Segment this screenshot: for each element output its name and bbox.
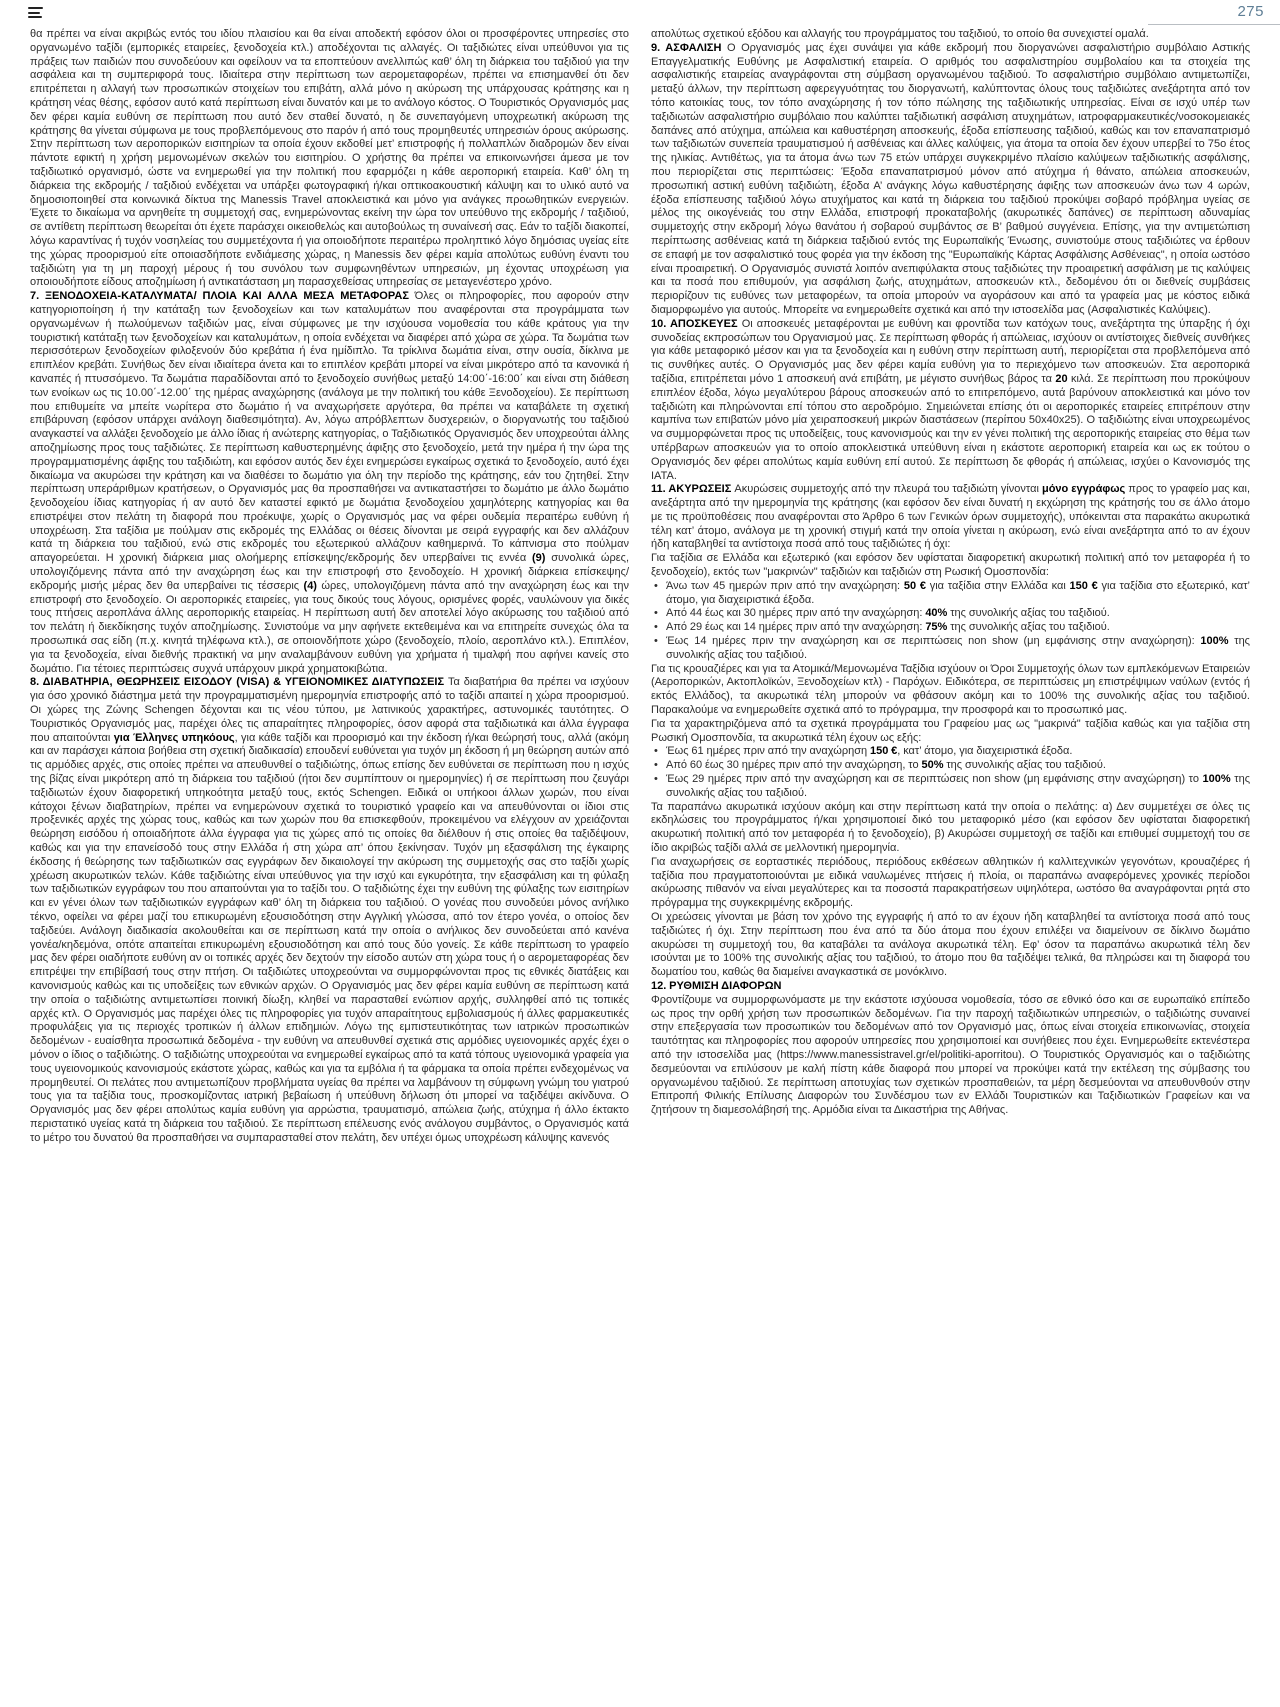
bold-text-run: 10. ΑΠΟΣΚΕΥΕΣ <box>651 317 742 330</box>
bullet-item <box>651 621 1250 635</box>
left-column <box>30 28 629 1707</box>
bold-text-run: 50 € <box>903 579 926 592</box>
text-run: Από 60 έως 30 ημέρες πριν από την αναχώρηση, το <box>666 759 922 772</box>
paragraph <box>651 801 1250 856</box>
bold-text-run: 11. ΑΚΥΡΩΣΕΙΣ <box>651 483 735 496</box>
paragraph <box>651 980 1250 994</box>
paragraph <box>651 856 1250 911</box>
text-run: Ο Οργανισμός μας έχει συνάψει για κάθε εκδρομή που διοργανώνει ασφαλιστήριο συμβόλαιο Αστικής Επαγγελματικής Ευθύνης με Ασφαλιστική εταιρεία. Ο αριθμός του ασφαλιστηρίου συμβολαίου και τα στοιχεία της ασφαλιστικής εταιρείας αναγράφονται στη σύμβαση οργανωμένου ταξιδιού. Το ασφαλιστήριο συμβόλαιο αντιμετωπίζει, μεταξύ άλλων, την περίπτωση αφερεγγυότητας του διοργανωτή, καλύπτοντας όλους τους ταξιδιώτες ανεξάρτητα από τον τόπο κατοικίας τους, τον τόπο αναχώρησης ή τον τόπο πώλησης της ταξιδιωτικής υπηρεσίας. Είναι σε ισχύ υπέρ των ταξιδιωτών ασφαλιστήριο συμβόλαιο που καλύπτει ταξιδιωτική ασφάλιση ατυχημάτων, ιατροφαρμακευτικές/νοσοκομειακές δαπάνες από ατύχημα, απώλεια και καθυστέρηση αποσκευής, έξοδα επίσπευσης ταξιδιού, καθώς και τον επαναπατρισμό των ταξιδιωτών συνεπεία τραυματισμού ή ασθένειας και άλλες καλύψεις, για άτομα τα οποία δεν έχουν υπερβεί το 75ο έτος της ηλικίας. Αντιθέτως, για τα άτομα άνω των 75 ετών υπάρχει συγκεκριμένο πλαίσιο καλύψεων ταξιδιωτικής ασφάλισης, που περιορίζεται στις περιπτώσεις: Έξοδα επαναπατρισμού μόνον από ατύχημα ή θάνατο, απώλεια αποσκευών, προσωπική αστική ευθύνη ταξιδιώτη, έξοδα Α’ ανάγκης λόγω καθυστέρησης άφιξης των αποσκευών άνω των 4 ωρών, έξοδα επίσπευσης ταξιδιού λόγω ατυχήματος και κατά τη διάρκεια του ταξιδιού προκύψει σοβαρό πρόβλημα υγείας σε μέλος της οικογένειάς του στην Ελλάδα, επιστροφή προκαταβολής (ακυρωτικές δαπάνες) σε περίπτωση αδυναμίας συμμετοχής στην εκδρομή λόγω θανάτου ή σοβαρού συμβάντος σε Β’ βαθμού συγγένεια. Επίσης, για την αντιμετώπιση περίπτωσης ασθένειας κατά τη διάρκεια ταξιδιού εντός της Ευρωπαϊκής Ένωσης, συνιστούμε στους ταξιδιώτες να έρθουν σε επαφή με τον ασφαλιστικό τους φορέα για την έκδοση της "Ευρωπαϊκής Κάρτας Ασφάλισης Ασθένειας", η οποία ωστόσο είναι προαιρετική. Ο Οργανισμός συνιστά λοιπόν ανεπιφύλακτα στους ταξιδιώτες την προαιρετική ασφάλιση με τις καλύψεις και τα ποσά που επιθυμούν, για ασφάλιση ζωής, ατυχημάτων, αποσκευών κτλ., δεδομένου ότι οι διεθνείς συμβάσεις περιορίζουν τις ευθύνες των μεταφορέων, τα οποία μπορούν να αγοράσουν και από τα γραφεία μας με κόστος ειδικά διαμορφωμένο για αυτούς. Μπορείτε να ενημερωθείτε σχετικά και από την ιστοσελίδα μας (Ασφαλιστικές Καλύψεις). <box>651 41 1250 316</box>
text-run: Για ταξίδια σε Ελλάδα και εξωτερικό (και εφόσον δεν υφίσταται διαφορετική ακυρωτική πολιτική από τον μεταφορέα ή το ξενοδοχείο), εκτός των "μακρινών" ταξιδιών και ταξιδιών στη Ρωσική Ομοσπονδία: <box>651 552 1250 579</box>
paragraph <box>651 663 1250 718</box>
text-run: Οι αποσκευές μεταφέρονται με ευθύνη και φροντίδα των κατόχων τους, ανεξάρτητα της ύπαρξης ή όχι συνοδείας εκπροσώπων του Οργανισμού μας. Σε περίπτωση φθοράς ή απώλειας, ισχύουν οι αντίστοιχες διεθνείς συνθήκες για κάθε μεταφορικό μέσον και για τα ξενοδοχεία και η ευθύνη στην περίπτωση αυτή, περιορίζεται στα προβλεπόμενα από τις συνθήκες αυτές. Ο Οργανισμός μας δεν φέρει καμία ευθύνη για το περιεχόμενο των αποσκευών. Στα αεροπορικά ταξίδια, επιτρέπεται μόνο 1 αποσκευή ανά επιβάτη, με μέγιστο συνήθως βάρος τα <box>651 317 1251 385</box>
bold-text-run: 100% <box>1200 635 1229 648</box>
bullet-marker-icon: • <box>654 759 658 772</box>
right-column <box>651 28 1250 1707</box>
text-run: Ακυρώσεις συμμετοχής από την πλευρά του ταξιδιώτη γίνονται <box>734 483 1042 496</box>
text-run: Για αναχωρήσεις σε εορταστικές περιόδους, περιόδους εκθέσεων αθλητικών ή καλλιτεχνικών γεγονότων, κρουαζιέρες ή ταξίδια που πραγματοποιούνται με ειδικά ναυλωμένες πτήσεις ή πλοία, οι παραπάνω αναφερόμενες χρονικές περίοδοι ακύρωσης πιθανόν να είναι μεγαλύτερες και τα ποσοστά παρακρατήσεων υψηλότερα, ωστόσο θα αναγράφονται ρητά στο πρόγραμμα της συγκεκριμένης εκδρομής. <box>651 855 1250 910</box>
text-run: Από 29 έως και 14 ημέρες πριν από την αναχώρηση: <box>666 621 926 634</box>
text-run: Όλες οι πληροφορίες, που αφορούν στην κατηγοριοποίηση ή την κατάταξη των ξενοδοχείων και των καταλυμάτων που αναφέρονται στα προγράμματα των οργανωμένων ή πωλούμενων ταξιδιών μας, είναι σύμφωνες με την ισχύουσα νομοθεσία του κάθε κράτους για την τουριστική κατάταξη των ξενοδοχείων και καταλυμάτων, η οποία ενδέχεται να διαφέρει από χώρα σε χώρα. Τα δωμάτια των περισσότερων ξενοδοχείων φιλοξενούν δύο κρεβάτια ή ένα ημίδιπλο. Τα τρίκλινα δωμάτια είναι, στην ουσία, δίκλινα με επιπλέον κρεβάτι. Συνήθως δεν είναι ιδιαίτερα άνετα και το επιπλέον κρεβάτι μπορεί να είναι μικρότερο από τα κανονικά ή καναπές ή πτυσσόμενο. Τα δωμάτια παραδίδονται από το ξενοδοχείο συνήθως μεταξύ 14:00΄-16:00΄ και είναι στη διάθεση των ενοίκων ως τις 10.00΄-12.00΄ της ημέρας αναχώρησης (ανάλογα με την πολιτική του κάθε Ξενοδοχείου). Σε περίπτωση που επιθυμείτε να μπείτε νωρίτερα στο δωμάτιο ή να αναχωρήσετε αργότερα, θα πρέπει να καταβάλετε τη σχετική επιβάρυνση (εφόσον υπάρχει ανάλογη διαθεσιμότητα). Αν, λόγω απρόβλεπτων δυσχερειών, ο διοργανωτής του ταξιδιού αναγκαστεί να αλλάξει ξενοδοχείο με άλλο ίδιας ή ανώτερης κατηγορίας, ο Ταξιδιωτικός Οργανισμός δεν υποχρεούται άλλης αποζημίωσης προς τους ταξιδιώτες. Σε περίπτωση καθυστερημένης άφιξης στο ξενοδοχείο, μετά την ημέρα ή την ώρα της προγραμματισμένης άφιξης του ταξιδιώτη, και εφόσον αυτός δεν έχει ενημερώσει εγκαίρως σχετικά το ξενοδοχείο, αυτό έχει δικαίωμα να ακυρώσει την κράτηση και να διαθέσει το δωμάτιο για όλη την περίοδο της κράτησης, εάν του ζητηθεί. Στην περίπτωση υπεράριθμων κρατήσεων, ο Οργανισμός μας θα προσπαθήσει να αντικαταστήσει το δωμάτιο με άλλο δωμάτιο ξενοδοχείου ίδιας κατηγορίας ή αν αυτό δεν καταστεί εφικτό με δωμάτια ξενοδοχείου χαμηλότερης κατηγορίας και θα επιστρέψει στον πελάτη τη διαφορά που προέκυψε, χωρίς ο Οργανισμός μας να φέρει ουδεμία περαιτέρω ευθύνη ή υποχρέωση. Στα ταξίδια με πούλμαν στις εκδρομές της Ελλάδας οι θέσεις δίνονται με σειρά εγγραφής και δεν αλλάζουν κατά τη διάρκεια του ταξιδιού, ενώ στις εκδρομές του εξωτερικού αλλάζουν καθημερινά. Το κάπνισμα στο πούλμαν απαγορεύεται. Η χρονική διάρκεια μιας ολοήμερης επίσκεψης/εκδρομής δεν υπερβαίνει τις εννέα <box>30 290 629 565</box>
page-number-rule <box>1148 24 1280 25</box>
text-run: Φροντίζουμε να συμμορφωνόμαστε με την εκάστοτε ισχύουσα νομοθεσία, τόσο σε εθνικό όσο και σε ευρωπαϊκό επίπεδο ως προς την ορθή χρήση των προσωπικών δεδομένων. Για την παροχή ταξιδιωτικών υπηρεσιών, ο ταξιδιώτης συναινεί στην επεξεργασία των προσωπικών του δεδομένων από τον Οργανισμό μας, όπως είναι στοιχεία επικοινωνίας, στοιχεία ταυτότητας και πληροφορίες που αφορούν υπηρεσίες που χρησιμοποιεί και συνήθειες που έχει. Ενημερωθείτε εκτενέστερα από την ιστοσελίδα μας (https://www.manessistravel.gr/el/politiki-aporritou). Ο Τουριστικός Οργανισμός και ο ταξιδιώτης δεσμεύονται να επιλύσουν με καλή πίστη κάθε διαφορά που μπορεί να προκύψει κατά την εκτέλεση της σύμβασης του οργανωμένου ταξιδιού. Σε περίπτωση αποτυχίας των σχετικών προσπαθειών, τα μέρη δεσμεύονται να απευθυνθούν στην Επιτροπή Φιλικής Επίλυσης Διαφορών του Συνδέσμου των εν Ελλάδι Τουριστικών και Ταξιδιωτικών Γραφείων και να ζητήσουν τη διαμεσολάβησή της. Αρμόδια είναι τα Δικαστήρια της Αθήνας. <box>651 993 1250 1117</box>
text-run: Για τις κρουαζιέρες και για τα Ατομικά/Μεμονωμένα Ταξίδια ισχύουν οι Όροι Συμμετοχής όλων των εμπλεκόμενων Εταιρειών (Αεροπορικών, Ακτοπλοϊκών, Ξενοδοχείων κτλ) - Παρόχων. Ειδικότερα, σε περιπτώσεις μη επιστρέψιμων ναύλων (εντός ή εκτός Ελλάδος), τα ακυρωτικά τέλη μπορούν να φθάσουν ακόμη και το 100% της συνολικής αξίας του ταξιδιού. Παρακαλούμε να ενημερωθείτε σχετικά από το πρόγραμμα, την προσφορά και το προσωπικό μας. <box>651 662 1250 717</box>
page-number: 275 <box>1237 3 1264 20</box>
text-run: για ταξίδια στο εξωτερικό, κατ’ άτομο, για διαχειριστικά έξοδα. <box>666 579 1251 606</box>
text-run: , κατ’ άτομο, για διαχειριστικά έξοδα. <box>897 745 1073 758</box>
text-run: της συνολικής αξίας του ταξιδιού. <box>666 773 1251 799</box>
paragraph <box>651 483 1250 552</box>
text-run: της συνολικής αξίας του ταξιδιού. <box>943 759 1106 772</box>
text-run: Έως 61 ημέρες πριν από την αναχώρηση <box>666 745 870 758</box>
text-run: συνολικά ώρες, υπολογιζόμενης πάντα από την αναχώρηση έως και την επιστροφή στο ξενοδοχείο. Η χρονική διάρκεια επίσκεψης/εκδρομής μισής μέρας δεν θα υπερβαίνει τις τέσσερις <box>30 552 630 592</box>
bullet-item <box>651 759 1250 773</box>
text-run: Από 44 έως και 30 ημέρες πριν από την αναχώρηση: <box>666 607 926 620</box>
bullet-item <box>651 607 1250 621</box>
paragraph <box>30 290 629 676</box>
text-run: Οι χρεώσεις γίνονται με βάση τον χρόνο της εγγραφής ή από το αν έχουν ήδη καταβληθεί τα αντίστοιχα ποσά από τους ταξιδιώτες ή όχι. Στην περίπτωση που ένα από τα δύο άτομα που έχουν επιλέξει να διαμείνουν σε δίκλινο δωμάτιο ακυρώσει τη συμμετοχή του, θα καταβάλει τα ανάλογα ακυρωτικά τέλη. Εφ’ όσον τα παραπάνω ακυρωτικά τέλη δεν ισούνται με το 100% της συνολικής αξίας του ταξιδιού, το άτομο που θα ταξιδέψει τελικά, θα πληρώσει και τη διαφορά του δωματίου του, καθώς θα διαμείνει αναγκαστικά σε μονόκλινο. <box>651 911 1250 979</box>
bold-text-run: (4) <box>303 579 317 592</box>
paragraph <box>651 28 1250 42</box>
bold-text-run: μόνο εγγράφως <box>1041 483 1126 496</box>
paragraph <box>651 42 1250 318</box>
paragraph <box>651 994 1250 1118</box>
bold-text-run: 150 € <box>1069 579 1098 592</box>
bullet-marker-icon: • <box>654 579 658 592</box>
paragraph <box>30 28 629 290</box>
bold-text-run: 8. ΔΙΑΒΑΤΗΡΙΑ, ΘΕΩΡΗΣΕΙΣ ΕΙΣΟΔΟΥ (VISA) & ΥΓΕΙΟΝΟΜΙΚΕΣ ΔΙΑΤΥΠΩΣΕΙΣ <box>30 676 448 689</box>
text-run: προς το γραφείο μας και, ανεξάρτητα από την ημερομηνία της κράτησης (και εφόσον δεν είναι δυνατή η εκχώρηση της κράτησής του σε άλλο άτομο με τις προϋποθέσεις που αναφέρονται στο Άρθρο 6 των Γενικών όρων συμμετοχής), υπόκεινται στα παρακάτω ακυρωτικά τέλη κατ’ άτομο, ανάλογα με τη χρονική στιγμή κατά την οποία γίνεται η ακύρωση, ενώ είναι ανεξάρτητα από το αν έχουν ήδη καταβληθεί τα αντίστοιχα ποσά από τους ταξιδιώτες ή όχι: <box>651 483 1251 551</box>
text-run: θα πρέπει να είναι ακριβώς εντός του ιδίου πλαισίου και θα είναι αποδεκτή εφόσον όλοι οι προσφέροντες υπηρεσίες στο οργανωμένο ταξίδι (εμπορικές εταιρείες, ξενοδοχεία κτλ.) αποδέχονται τις αλλαγές. Οι ταξιδιώτες είναι υπεύθυνοι για τις πράξεις των παιδιών που συνοδεύουν και οφείλουν να τα εποπτεύουν ανελλιπώς καθ’ όλη τη διάρκεια του ταξιδιού για την ασφάλεια και τη συμπεριφορά τους. Ιδιαίτερα στην περίπτωση των αερομεταφορέων, πρέπει να επισημανθεί ότι δεν επιτρέπεται η αλλαγή των προσωπικών στοιχείων του επιβάτη, αλλά μόνο η ακύρωση της υπάρχουσας κράτησης και η κράτηση νέας θέσης, εφόσον αυτό κατά περίπτωση είναι δυνατόν και με το ανάλογο κόστος. Ο Τουριστικός Οργανισμός μας δεν φέρει καμία ευθύνη σε περίπτωση που αυτό δεν σταθεί δυνατό, η δε συνεπαγόμενη υποχρεωτική ακύρωση της κράτησης θα γίνεται σύμφωνα με τους προβλεπόμενους στο παρόν ή από τους προμηθευτές υπηρεσιών όρους ακύρωσης. Στην περίπτωση των αεροπορικών εισιτηρίων τα οποία έχουν εκδοθεί μετ’ επιστροφής ή πολλαπλών διαδρομών δεν είναι πάντοτε εφικτή η χρήση μεμονωμένων σκελών του εισιτηρίου. Ο χρήστης θα πρέπει να επικοινωνήσει άμεσα με τον ταξιδιωτικό οργανισμό, ώστε να ενημερωθεί για την πολιτική που εφαρμόζει η κάθε αεροπορική εταιρεία. Καθ’ όλη τη διάρκεια της εκδρομής / ταξιδιού ενδέχεται να υπάρξει φωτογραφική ή/και οπτικοακουστική κάλυψη και το υλικό αυτό να δημοσιοποιηθεί στα κοινωνικά δίκτυα της Manessis Travel αποκλειστικά και μόνο για ανάγκες προωθητικών ενεργειών. Έχετε το δικαίωμα να αρνηθείτε τη συμμετοχή σας, ενημερώνοντας εκείνη την ώρα τον υπεύθυνο της εκδρομής / ταξιδιού, σε αντίθετη περίπτωση θεωρείται ότι έχετε παράσχει οικειοθελώς και αυτοβούλως τη συναίνεσή σας. Εάν το ταξίδι διακοπεί, λόγω καραντίνας ή τυχόν νοσηλείας του συμμετέχοντα ή για οποιοδήποτε περαιτέρω προληπτικό λόγο δημόσιας υγείας είτε της χώρας προορισμού είτε οποιασδήποτε ενδιάμεσης χώρας, η Manessis δεν φέρει καμία απολύτως ευθύνη έναντι του ταξιδιώτη για τη μη παροχή μέρους ή του συνόλου των συμφωνηθέντων υπηρεσιών, μη έχοντας υποχρέωση για οποιουδήποτε είδους αποζημίωση ή αντικατάσταση μη παρασχεθείσας υπηρεσίας σε μεταγενέστερο χρόνο. <box>30 28 629 289</box>
bullet-marker-icon: • <box>654 621 658 634</box>
paragraph <box>651 911 1250 980</box>
text-run: της συνολικής αξίας του ταξιδιού. <box>666 635 1250 661</box>
text-run: κιλά. Σε περίπτωση που προκύψουν επιπλέον έξοδα, λόγω μεγαλύτερου βάρους αποσκευών από το επιτρεπόμενο, αυτά βαρύνουν αποκλειστικά και μόνο τον ταξιδιώτη και πληρώνονται επί τόπου στο αεροδρόμιο. Σημειώνεται επίσης ότι οι αεροπορικές εταιρείες επιτρέπουν στην καμπίνα των επιβατών μόνο μία χειραποσκευή μικρών διαστάσεων (περίπου 50x40x25). Ο ταξιδιώτης είναι υποχρεωμένος να συμμορφώνεται προς τις υποδείξεις, τους κανονισμούς και την εν γένει πολιτική της αεροπορικής εταιρείας στο θέμα των υπέρβαρων αποσκευών για το οποίο αποκλειστικά υπεύθυνη είναι η εκάστοτε αεροπορική εταιρεία και ως εκ τούτου ο Οργανισμός δεν φέρει απολύτως καμία ευθύνη επί αυτού. Σε περίπτωση δε φθοράς ή απώλειας, ισχύει ο Κανονισμός της IATA. <box>651 372 1251 482</box>
bold-text-run: 40% <box>925 607 948 620</box>
text-run: Έως 29 ημέρες πριν από την αναχώρηση και σε περιπτώσεις non show (μη εμφάνισης στην αναχώρηση) το <box>666 773 1203 786</box>
bold-text-run: (9) <box>531 552 546 565</box>
paragraph <box>30 676 629 1145</box>
paragraph <box>651 552 1250 580</box>
bold-text-run: 50% <box>921 759 944 772</box>
paragraph <box>651 318 1250 484</box>
bullet-marker-icon: • <box>654 745 658 758</box>
bold-text-run: 7. ΞΕΝΟΔΟΧΕΙΑ-ΚΑΤΑΛΥΜΑΤΑ/ ΠΛΟΙΑ ΚΑΙ ΑΛΛΑ ΜΕΣΑ ΜΕΤΑΦΟΡΑΣ <box>30 290 415 303</box>
text-run: Για τα χαρακτηριζόμενα από τα σχετικά προγράμματα του Γραφείου μας ως "μακρινά" ταξίδια καθώς και για ταξίδια στη Ρωσική Ομοσπονδία, τα ακυρωτικά τέλη έχουν ως εξής: <box>651 717 1250 744</box>
bold-text-run: 9. ΑΣΦΑΛΙΣΗ <box>651 41 727 54</box>
text-run: Άνω των 45 ημερών πριν από την αναχώρηση: <box>666 579 904 592</box>
text-run: Τα παραπάνω ακυρωτικά ισχύουν ακόμη και στην περίπτωση κατά την οποία ο πελάτης: α) Δεν συμμετέχει σε όλες τις εκδηλώσεις του προγράμματος ή/και χρησιμοποιεί δικό του μεταφορικό μέσο (και εφόσον δεν υφίσταται διαφορετική ακυρωτική πολιτική από τον μεταφορέα ή το ξενοδοχείο), β) Ακυρώσει συμμετοχή σε ταξίδι και επιθυμεί συμμετοχή του σε ίδιο ακριβώς ταξίδι αλλά σε μελλοντική ημερομηνία. <box>651 800 1250 855</box>
bullet-marker-icon: • <box>654 635 658 648</box>
text-run: της συνολικής αξίας του ταξιδιού. <box>947 621 1110 634</box>
bold-text-run: 100% <box>1202 773 1231 786</box>
bold-text-run: 12. ΡΥΘΜΙΣΗ ΔΙΑΦΟΡΩΝ <box>651 979 782 992</box>
bullet-marker-icon: • <box>654 773 658 786</box>
bullet-marker-icon: • <box>654 607 658 620</box>
text-run: , για κάθε ταξίδι και προορισμό και την έκδοση ή/και θεώρησή τους, αλλά (ακόμη και αν παράσχει κάποια βοήθεια στη σχετική διαδικασία) επουδενί ευθύνεται για τυχόν μη έκδοση ή μη θεώρηση αυτών από τις αρμόδιες αρχές, στις οποίες πρέπει να απευθυνθεί ο ταξιδιώτης, όπως επίσης δεν ευθύνεται σε περίπτωση που η ισχύς της βίζας είναι μικρότερη από τη διάρκεια του ταξιδιού (ήτοι δεν συμπίπτουν οι ημερομηνίες) ή σε περίπτωση που ζευγάρι ταξιδιωτών έχουν διαφορετική υπηκοότητα μεταξύ τους, εκτός Schengen. Ειδικά οι υπήκοοι άλλων χωρών, που είναι κάτοχοι ξένων διαβατηρίων, πρέπει να ενημερώνουν σχετικά το τουριστικό γραφείο και να απευθύνονται οι ίδιοι στις προξενικές αρχές της χώρας τους, καθώς και των χωρών που θα επισκεφθούν, προκειμένου να ελέγχουν αν χρειάζονται θεώρηση εισόδου ή οποιαδήποτε άλλα έγγραφα για τις χώρες από τις οποίες θα διέλθουν ή στις οποίες θα ταξιδέψουν, καθώς και για την επανείσοδό τους στην Ελλάδα ή στη χώρα απ’ όπου ξεκίνησαν. Τυχόν μη εξασφάλιση της έγκαιρης έκδοσης ή θεώρησης των ταξιδιωτικών σας εγγράφων δεν δικαιολογεί την ακύρωση της συμμετοχής σας στο ταξίδι χωρίς χρέωση ακυρωτικών τελών. Κάθε ταξιδιώτης είναι υπεύθυνος για την ισχύ και εγκυρότητα, την εξασφάλιση και τη φύλαξη των ταξιδιωτικών εγγράφων του που απαιτούνται για το ταξίδι του. Ο ταξιδιώτης έχει την ευθύνη της φύλαξης των εισιτηρίων και εν γένει όλων των ταξιδιωτικών εγγράφων καθ’ όλη τη διάρκεια του ταξιδιού. Ο γονέας που συνοδεύει μόνος ανήλικο τέκνο, οφείλει να φέρει μαζί του επικυρωμένη εξουσιοδότηση στην Αγγλική γλώσσα, από τον έτερο γονέα, ο οποίος δεν ταξιδεύει. Ανάλογη διαδικασία ακολουθείται και σε περίπτωση κατά την οποία ο ανήλικος δεν συνοδεύεται από κανένα γονέα/κηδεμόνα, οπότε απαιτείται επικυρωμένη εξουσιοδότηση και από τους δύο γονείς. Σε κάθε περίπτωση το γραφείο μας δεν φέρει οιαδήποτε ευθύνη αν οι τοπικές αρχές δεν δεχτούν την είσοδο αυτών στη χώρα τους ή ο αερομεταφορέας δεν επιτρέψει την επιβίβασή τους στην πτήση. Οι ταξιδιώτες υποχρεούνται να συμμορφώνονται προς τις εθνικές διατάξεις και κανονισμούς καθώς και τις υποδείξεις των εθνικών αρχών. Ο Οργανισμός μας δεν φέρει καμία ευθύνη σε περίπτωση κατά την οποία ο ταξιδιώτης αντιμετωπίσει ποινική δίωξη, κληθεί να παρασταθεί ενώπιον αρχής, συλληφθεί από τις τοπικές αρχές κτλ. Ο Οργανισμός μας παρέχει όλες τις πληροφορίες για τυχόν απαραίτητους εμβολιασμούς ή άλλες φαρμακευτικές προφυλάξεις για τις περιοχές τροπικών ή άλλων επιδημιών. Λόγω της εμπιστευτικότητας των ιατρικών προσωπικών δεδομένων - ευαίσθητα προσωπικά δεδομένα - την ευθύνη να απευθυνθεί σχετικά στις αρμόδιες υγειονομικές αρχές έχει ο μόνον ο ίδιος ο ταξιδιώτης. Ο ταξιδιώτης υποχρεούται να ενημερωθεί εγκαίρως από τα κατά τόπους υγειονομικά γραφεία για τους υγειονομικούς κανονισμούς εκάστοτε χώρας, καθώς και για τα εμβόλια ή τα φάρμακα τα οποία πρέπει ενδεχομένως να προμηθευτεί. Οι πελάτες που αντιμετωπίζουν προβλήματα υγείας θα πρέπει να λαμβάνουν τη σύμφωνη γνώμη του γιατρού τους για τα ταξίδια τους, προσκομίζοντας ιατρική βεβαίωση ή υπεύθυνη δήλωση ότι μπορεί να ταξιδέψει ακίνδυνα. Ο Οργανισμός μας δεν φέρει απολύτως καμία ευθύνη για αρρώστια, τραυματισμό, απώλεια ζωής, ατύχημα ή άλλο έκτακτο περιστατικό υγείας κατά τη διάρκεια του ταξιδιού. Σε περίπτωση επέλευσης ενός ανάλογου συμβάντος, ο Οργανισμός κατά το μέτρο του δυνατού θα προσπαθήσει να συμπαρασταθεί στον πελάτη, δεν υπέχει όμως υποχρέωση κάλυψης κανενός <box>30 731 629 1144</box>
text-run: Τα διαβατήρια θα πρέπει να ισχύουν για όσο χρονικό διάστημα μετά την προγραμματισμένη ημερομηνία επιστροφής από το ταξίδι απαιτεί η χώρα προορισμού. Οι χώρες της Ζώνης Schengen δέχονται και τις νέου τύπου, με λατινικούς χαρακτήρες, αστυνομικές ταυτότητες. Ο Τουριστικός Οργανισμός μας, παρέχει όλες τις απαραίτητες πληροφορίες, όσον αφορά στα ταξιδιωτικά και άλλα έγγραφα που απαιτούνται <box>30 676 629 744</box>
text-run: της συνολικής αξίας του ταξιδιού. <box>947 607 1110 620</box>
bold-text-run: 20 <box>1055 372 1068 385</box>
text-run: για ταξίδια στην Ελλάδα και <box>925 579 1070 592</box>
bold-text-run: 150 € <box>869 745 898 758</box>
text-run: ώρες, υπολογιζόμενη πάντα από την αναχώρηση έως και την επιστροφή στο ξενοδοχείο. Οι αεροπορικές εταιρείες, για τους δικούς τους λόγους, ορισμένες φορές, ναυλώνουν για δικές τους πτήσεις αεροπλάνα άλλης αεροπορικής εταιρείας. Η περίπτωση αυτή δεν αποτελεί λόγο ακύρωσης του ταξιδιού από τον πελάτη ή διεκδίκησης τυχόν αποζημίωσης. Συνιστούμε να μην αφήνετε εκτεθειμένα και να επιτηρείτε συνεχώς όλα τα προσωπικά σας είδη (π.χ. κινητά τηλέφωνα κτλ.), σε οποιονδήποτε χώρο (ξενοδοχείο, πλοίο, αεροπλάνο κτλ.). Επιπλέον, για τα ξενοδοχεία, είναι διεθνής πρακτική να μην αναλαμβάνουν ευθύνη για χρήματα ή τιμαλφή που αφήνει κανείς στο δωμάτιο. Για τέτοιες περιπτώσεις συχνά υπάρχουν μικρά χρηματοκιβώτια. <box>30 579 629 675</box>
bullet-item <box>651 580 1250 608</box>
text-run: Έως 14 ημέρες πριν την αναχώρηση και σε περιπτώσεις non show (μη εμφάνισης στην αναχώρηση): <box>666 635 1201 648</box>
paragraph <box>651 718 1250 746</box>
menu-icon[interactable] <box>28 7 43 18</box>
bold-text-run: 75% <box>925 621 948 634</box>
bold-text-run: για Έλληνες υπηκόους <box>113 731 235 744</box>
bullet-item <box>651 745 1250 759</box>
two-column-body <box>30 28 1250 1707</box>
text-run: απολύτως σχετικού εξόδου και αλλαγής του προγράμματος του ταξιδιού, το οποίο θα συνεχιστεί ομαλά. <box>651 28 1149 40</box>
bullet-item <box>651 635 1250 663</box>
bullet-item <box>651 773 1250 801</box>
